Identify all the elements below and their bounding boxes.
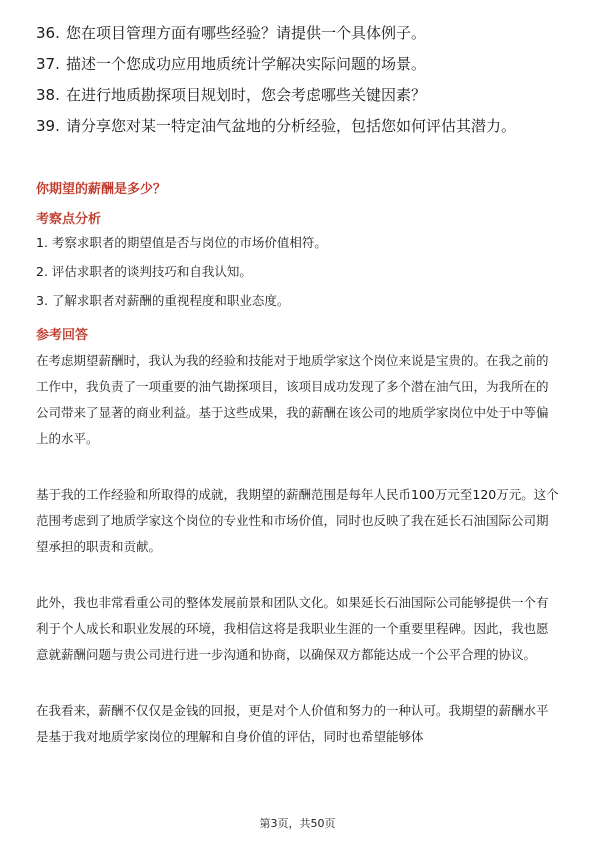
question-list: [36, 22, 566, 141]
question-text: 描述一个您成功应用地质统计学解决实际问题的场景。: [66, 55, 427, 73]
question-number: 36.: [36, 24, 60, 42]
answer-paragraph: 在我看来，薪酬不仅仅是金钱的回报，更是对个人价值和努力的一种认可。我期望的薪酬水平是基于我对地质学家岗位的理解和自身价值的评估，同时也希望能够体: [36, 703, 549, 744]
section-title: 你期望的薪酬是多少？: [36, 182, 167, 197]
analysis-list: [36, 234, 566, 321]
answer-paragraph: 在考虑期望薪酬时，我认为我的经验和技能对于地质学家这个岗位来说是宝贵的。在我之前的工作中，我负责了一项重要的油气勘探项目，该项目成功发现了多个潜在油气田，为我所在的公司带来了显著的商业利益。基于这些成果，我的薪酬在该公司的地质学家岗位中处于中等偏上的水平。: [36, 353, 549, 446]
question-number: 39.: [36, 117, 60, 135]
answer-paragraph: 此外，我也非常看重公司的整体发展前景和团队文化。如果延长石油国际公司能够提供一个有利于个人成长和职业发展的环境，我相信这将是我职业生涯的一个重要里程碑。因此，我也愿意就薪酬问题与贵公司进行进一步沟通和协商，以确保双方都能达成一个公平合理的协议。: [36, 595, 549, 662]
analysis-item: 1. 考察求职者的期望值是否与岗位的市场价值相符。: [36, 235, 327, 250]
question-text: 请分享您对某一特定油气盆地的分析经验，包括您如何评估其潜力。: [66, 117, 517, 135]
question-item: [36, 22, 566, 44]
answer-paragraph: 基于我的工作经验和所取得的成就，我期望的薪酬范围是每年人民币100万元至120万元。这个范围考虑到了地质学家这个岗位的专业性和市场价值，同时也反映了我在延长石油国际公司期望承担的职责和贡献。: [36, 487, 559, 554]
analysis-item: 3. 了解求职者对薪酬的重视程度和职业态度。: [36, 293, 290, 308]
answer-body: [36, 348, 559, 780]
question-item: [36, 53, 566, 75]
question-number: 37.: [36, 55, 60, 73]
analysis-heading: 考察点分析: [36, 212, 102, 227]
answer-heading: 参考回答: [36, 328, 89, 343]
page-footer: 第3页，共50页: [259, 817, 336, 830]
question-number: 38.: [36, 86, 60, 104]
question-text: 在进行地质勘探项目规划时，您会考虑哪些关键因素？: [66, 86, 427, 104]
analysis-item: 2. 评估求职者的谈判技巧和自我认知。: [36, 264, 252, 279]
question-item: [36, 115, 566, 137]
question-item: [36, 84, 566, 106]
question-text: 您在项目管理方面有哪些经验？请提供一个具体例子。: [66, 24, 427, 42]
